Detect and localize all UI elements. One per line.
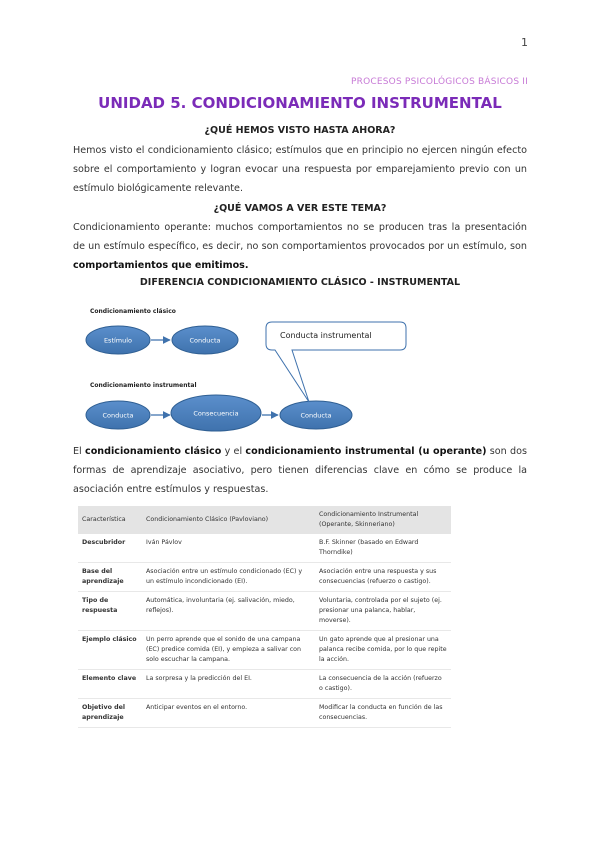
section-heading-2: ¿QUÉ VAMOS A VER ESTE TEMA?: [213, 203, 387, 214]
table-cell: Base del aprendizaje: [78, 563, 142, 592]
table-cell: Un gato aprende que al presionar una palanca recibe comida, por lo que repite la acción.: [315, 631, 451, 670]
table-header-row: [78, 506, 451, 534]
table-cell: Objetivo del aprendizaje: [78, 699, 142, 728]
conditioning-diagram: [80, 298, 520, 433]
comparison-table: [78, 506, 451, 728]
section-heading-1: ¿QUÉ HEMOS VISTO HASTA AHORA?: [204, 125, 396, 136]
course-header: PROCESOS PSICOLÓGICOS BÁSICOS II: [351, 77, 528, 87]
table-cell: Automática, involuntaria (ej. salivación, miedo, reflejos).: [142, 592, 315, 631]
intro-text-2: y el: [221, 446, 246, 457]
classic-stimulus-text: Estímulo: [103, 336, 133, 345]
table-cell: Asociación entre una respuesta y sus consecuencias (refuerzo o castigo).: [315, 563, 451, 592]
table-cell: Voluntaria, controlada por el sujeto (ej. presionar una palanca, hablar, moverse).: [315, 592, 451, 631]
table-row: [78, 563, 451, 592]
table-cell: La sorpresa y la predicción del EI.: [142, 670, 315, 699]
table-cell: Un perro aprende que el sonido de una campana (EC) predice comida (EI), y empieza a salivar con solo escuchar la campana.: [142, 631, 315, 670]
section-heading-3: DIFERENCIA CONDICIONAMIENTO CLÁSICO - INSTRUMENTAL: [139, 277, 461, 288]
instrumental-label: Condicionamiento instrumental: [90, 382, 197, 389]
table-header-cell: Característica: [78, 506, 142, 534]
table-cell: Anticipar eventos en el entorno.: [142, 699, 315, 728]
table-cell: Tipo de respuesta: [78, 592, 142, 631]
table-cell: La consecuencia de la acción (refuerzo o castigo).: [315, 670, 451, 699]
instr-consequence-text: Consecuencia: [193, 409, 239, 418]
page-number: 1: [521, 36, 528, 49]
table-row: [78, 631, 451, 670]
table-cell: Modificar la conducta en función de las consecuencias.: [315, 699, 451, 728]
intro-text-1: El: [73, 446, 86, 457]
intro-paragraph: [73, 442, 527, 499]
table-row: [78, 670, 451, 699]
table-header-cell: Condicionamiento Clásico (Pavloviano): [142, 506, 315, 534]
instr-behavior-text-1: Conducta: [102, 411, 134, 420]
callout-text: Conducta instrumental: [280, 331, 372, 340]
table-row: [78, 592, 451, 631]
table-cell: Elemento clave: [78, 670, 142, 699]
page-title: UNIDAD 5. CONDICIONAMIENTO INSTRUMENTAL: [98, 94, 502, 112]
classic-label: Condicionamiento clásico: [90, 308, 176, 315]
intro-bold-2: condicionamiento instrumental (u operante): [245, 446, 487, 457]
table-cell: Ejemplo clásico: [78, 631, 142, 670]
classic-behavior-text: Conducta: [189, 336, 221, 345]
section-text-2-regular: Condicionamiento operante: muchos comportamientos no se producen tras la presentación de un estímulo específico, es decir, no son comportamientos provocados por un estímulo, son: [73, 222, 527, 252]
table-header-cell: Condicionamiento Instrumental (Operante, Skinneriano): [315, 506, 451, 534]
intro-bold-1: condicionamiento clásico: [85, 446, 222, 457]
intro-text-3: son dos formas de aprendizaje asociativo, pero tienen diferencias clave en cómo se produce la asociación entre estímulos y respuestas.: [73, 446, 527, 495]
table-cell: Asociación entre un estímulo condicionado (EC) y un estímulo incondicionado (EI).: [142, 563, 315, 592]
table-cell: Descubridor: [78, 534, 142, 563]
section-text-2-bold: comportamientos que emitimos.: [73, 260, 249, 271]
table-cell: B.F. Skinner (basado en Edward Thorndike): [315, 534, 451, 563]
table-row: [78, 534, 451, 563]
section-text-1: Hemos visto el condicionamiento clásico; estímulos que en principio no ejercen ningún efecto sobre el comportamiento y logran evocar una respuesta por emparejamiento previo con un estímulo biológicamente relevante.: [73, 145, 527, 194]
section-text-2: [73, 218, 527, 275]
table-row: [78, 699, 451, 728]
table-cell: Iván Pávlov: [142, 534, 315, 563]
instr-behavior-text-2: Conducta: [300, 411, 332, 420]
